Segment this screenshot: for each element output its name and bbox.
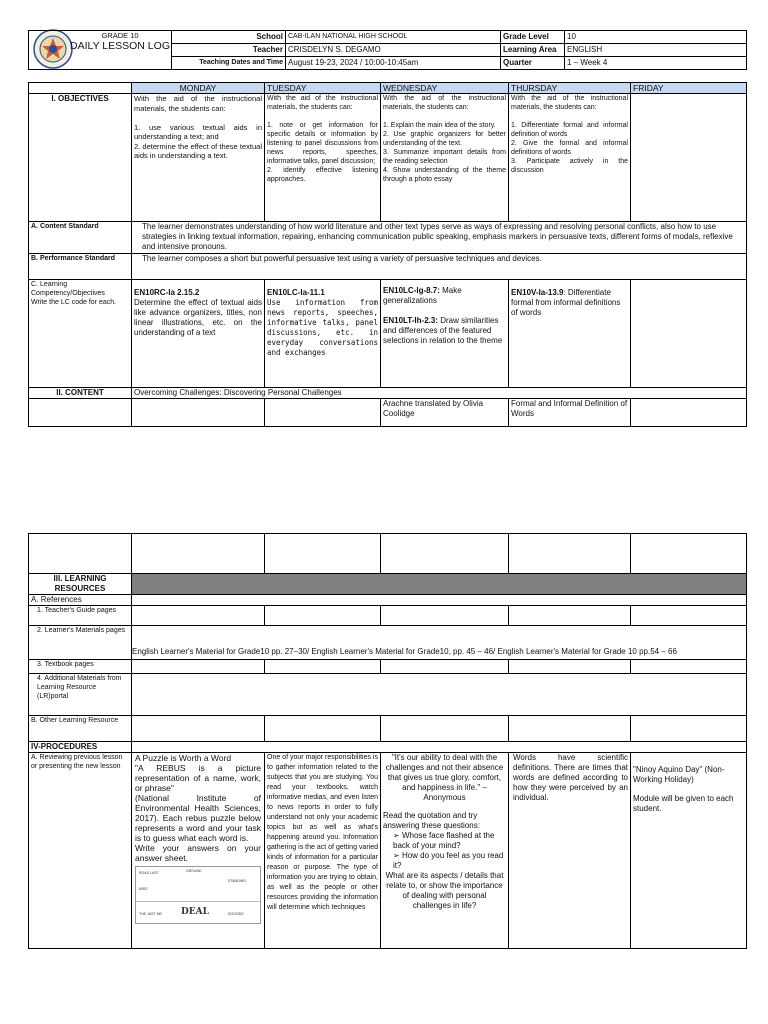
content-wednesday: Arachne translated by Olivia Coolidge [381, 399, 509, 427]
procedures-monday-text: A Puzzle is Worth a Word "A REBUS is a picture representation of a name, work, or phrase" (National Institute of Environmental Health Sciences, 2017). Each rebus puzzle below represents a word and your task is to guess what each word is. Write your answers on your answer sheet. [135, 753, 261, 863]
content-blank-tuesday [265, 399, 381, 427]
title-cell [29, 31, 172, 70]
competency-thursday-text: : Differentiate formal from informal definitions of words [511, 288, 621, 317]
tb-fri [631, 660, 747, 674]
competency-tuesday [265, 280, 381, 388]
grade-level-value: 10 [565, 31, 747, 44]
dates-label: Teaching Dates and Time [172, 57, 286, 70]
or-fri [631, 716, 747, 742]
grade-level-label: Grade Level [501, 31, 565, 44]
tb-wed [381, 660, 509, 674]
procedures-friday [631, 753, 747, 949]
school-value: CAB-ILAN NATIONAL HIGH SCHOOL [286, 31, 501, 44]
learning-area-value: ENGLISH [565, 44, 747, 57]
rebus-1: ROAD LAST [139, 871, 159, 875]
learners-materials-label: 2. Learner's Materials pages [29, 626, 132, 660]
learners-materials-text: English Learner's Material for Grade10 pp. 27–30/ English Learner's Material for Grade10, pp. 45 – 46/ English Learner's Material for Grade 10 pp.54 – 66 [132, 626, 747, 660]
additional-materials-value [132, 674, 747, 716]
learning-area-label: Learning Area [501, 44, 565, 57]
friday-module: Module will be given to each student. [633, 794, 734, 813]
p2-blank-tue [265, 534, 381, 574]
or-thu [509, 716, 631, 742]
content-thursday: Formal and Informal Definition of Words [509, 399, 631, 427]
friday-holiday: "Ninoy Aquino Day" (Non-Working Holiday) [633, 765, 725, 784]
objectives-monday: With the aid of the instructional materials, the students can: 1. use various textual aids in understanding a text; and 2. determine the effect of these textual aids in understanding a text. [132, 94, 265, 222]
objectives-label: I. OBJECTIVES [29, 94, 132, 222]
arrow-bullet-icon: ➢ [393, 831, 402, 840]
competency-monday-text: Determine the effect of textual aids like advance organizers, titles, non linear illustrations, etc. on the understanding of a text [134, 298, 262, 337]
competency-wednesday-text1: Make generalizations [383, 286, 462, 305]
rebus-2: GROUND [186, 869, 202, 873]
tg-thu [509, 606, 631, 626]
references-label: A. References [29, 595, 132, 606]
objectives-wednesday: With the aid of the instructional materials, the students can: 1. Explain the main idea of the story. 2. Use graphic organizers for better understanding of the text. 3. Summarize important details from the reading selection 4. Show understanding of the theme through a photo essay [381, 94, 509, 222]
tg-fri [631, 606, 747, 626]
tg-wed [381, 606, 509, 626]
additional-materials-label: 4. Additional Materials from Learning Resource (LR)portal [29, 674, 132, 716]
teacher-label: Teacher [172, 44, 286, 57]
p2-blank-wed [381, 534, 509, 574]
quarter-label: Quarter [501, 57, 565, 70]
wednesday-question-list [383, 831, 506, 871]
content-label: II. CONTENT [29, 388, 132, 399]
wednesday-instruction: Read the quotation and try answering these questions: [383, 811, 480, 830]
competency-wednesday-code1: EN10LC-Ig-8.7: [383, 286, 440, 295]
competency-thursday [509, 280, 631, 388]
objectives-friday [631, 94, 747, 222]
competency-tuesday-text: Use information from news reports, speeches, informative talks, panel discussions, etc. in everyday conversations and exchanges [267, 298, 378, 357]
rebus-puzzle-image [135, 866, 261, 924]
teachers-guide-label: 1. Teacher's Guide pages [29, 606, 132, 626]
competency-monday-code: EN10RC-Ia 2.15.2 [134, 288, 200, 297]
tb-thu [509, 660, 631, 674]
dll-title: DAILY LESSON LOG [70, 40, 170, 52]
tg-mon [132, 606, 265, 626]
resources-shaded-row [132, 574, 747, 595]
tb-mon [132, 660, 265, 674]
day-wednesday: WEDNESDAY [381, 83, 509, 94]
school-label: School [172, 31, 286, 44]
day-tuesday: TUESDAY [265, 83, 381, 94]
wednesday-quote: "It's our ability to deal with the challenges and not their absence that gives us true glory, comfort, and happiness in life." – Anonymous [385, 753, 504, 802]
or-tue [265, 716, 381, 742]
performance-standard-text: The learner composes a short but powerful persuasive text using a variety of persuasive techniques and devices. [132, 254, 747, 280]
wednesday-q2: ➢ How do you feel as you read it? [393, 851, 504, 870]
competency-wednesday-text2: Draw similarities and differences of the featured selections in relation to the theme [383, 316, 503, 345]
lesson-table-page1 [28, 82, 747, 427]
performance-standard-label: B. Performance Standard [29, 254, 132, 280]
rebus-6: DEAL [181, 907, 209, 917]
grade-title: GRADE 10 [101, 31, 139, 40]
or-wed [381, 716, 509, 742]
wednesday-tail: What are its aspects / details that relate to, or show the importance of dealing with personal challenges in life? [385, 871, 504, 910]
tb-tue [265, 660, 381, 674]
other-resources-label: B. Other Learning Resource [29, 716, 132, 742]
dates-value: August 19-23, 2024 / 10:00-10:45am [286, 57, 501, 70]
tg-tue [265, 606, 381, 626]
references-value [132, 595, 747, 606]
procedures-label: IV-PROCEDURES [29, 742, 132, 753]
day-friday: FRIDAY [631, 83, 747, 94]
rebus-divider [136, 901, 260, 902]
competency-wednesday [381, 280, 509, 388]
content-blank-friday [631, 399, 747, 427]
competency-label-cell [29, 280, 132, 388]
competency-friday [631, 280, 747, 388]
content-blank-label [29, 399, 132, 427]
textbook-label: 3. Textbook pages [29, 660, 132, 674]
or-mon [132, 716, 265, 742]
day-thursday: THURSDAY [509, 83, 631, 94]
competency-tuesday-code: EN10LC-Ia-11.1 [267, 288, 325, 297]
competency-monday [132, 280, 265, 388]
objectives-tuesday: With the aid of the instructional materials, the students can: 1. note or get information for specific details or information by listening to panel discussions from news reports, speeches, informative talks, panel discussion; 2. identify effective listening approaches. [265, 94, 381, 222]
content-blank-monday [132, 399, 265, 427]
corner-cell [29, 83, 132, 94]
rebus-4: MISS [139, 887, 148, 891]
arrow-bullet-icon: ➢ [393, 851, 402, 860]
wednesday-q1: ➢ Whose face flashed at the back of your mind? [393, 831, 495, 850]
p2-blank-fri [631, 534, 747, 574]
lesson-table-page2 [28, 533, 747, 949]
competency-sublabel: Write the LC code for each. [31, 299, 117, 306]
rebus-3: STANDING [228, 879, 246, 883]
competency-thursday-code: EN10V-Ia-13.9 [511, 288, 564, 297]
content-text: Overcoming Challenges: Discovering Personal Challenges [132, 388, 747, 399]
rebus-7: DGOODS [228, 912, 244, 916]
day-monday: MONDAY [132, 83, 265, 94]
competency-wednesday-code2: EN10LT-Ih-2.3: [383, 316, 438, 325]
competency-label: C. Learning Competency/Objectives [31, 281, 105, 297]
procedures-value [132, 742, 747, 753]
procedures-wednesday [381, 753, 509, 949]
resources-label: III. LEARNING RESOURCES [29, 574, 132, 595]
objectives-thursday: With the aid of the instructional materials, the students can: 1. Differentiate formal and informal definition of words 2. Give the formal and informal definitions of words 3. Participate actively in the discussion [509, 94, 631, 222]
procedures-thursday: Words have scientific definitions. There are times that words are defined according to how they were perceived by an individual. [509, 753, 631, 949]
content-standard-label: A. Content Standard [29, 222, 132, 254]
content-standard-text: The learner demonstrates understanding of how world literature and other text types serve as ways of expressing and resolving personal conflicts, also how to use strategies in linking textual information, repairing, enhancing communication public speaking, emphasis markers in persuasive texts, different forms of modals, reflexive and intensive pronouns. [132, 222, 747, 254]
rebus-5: THE JUST ME [139, 912, 162, 916]
quarter-value: 1 – Week 4 [565, 57, 747, 70]
teacher-value: CRISDELYN S. DEGAMO [286, 44, 501, 57]
p2-blank-mon [132, 534, 265, 574]
p2-blank-label [29, 534, 132, 574]
header-table [28, 30, 747, 70]
p2-blank-thu [509, 534, 631, 574]
procedures-tuesday: One of your major responsibilities is to gather information related to the subjects that you are studying. You read your textbooks, watch informative medias, and even listen to news reports in order to fully understand not only your academic topics but as well as what's happening around you. Information gathering is the act of getting varied kinds of information for a particular reason or purpose. The type of information you are trying to obtain, as well as the people or other resources providing the information will determine which techniques [265, 753, 381, 949]
review-label: A. Reviewing previous lesson or presenting the new lesson [29, 753, 132, 949]
procedures-monday [132, 753, 265, 949]
